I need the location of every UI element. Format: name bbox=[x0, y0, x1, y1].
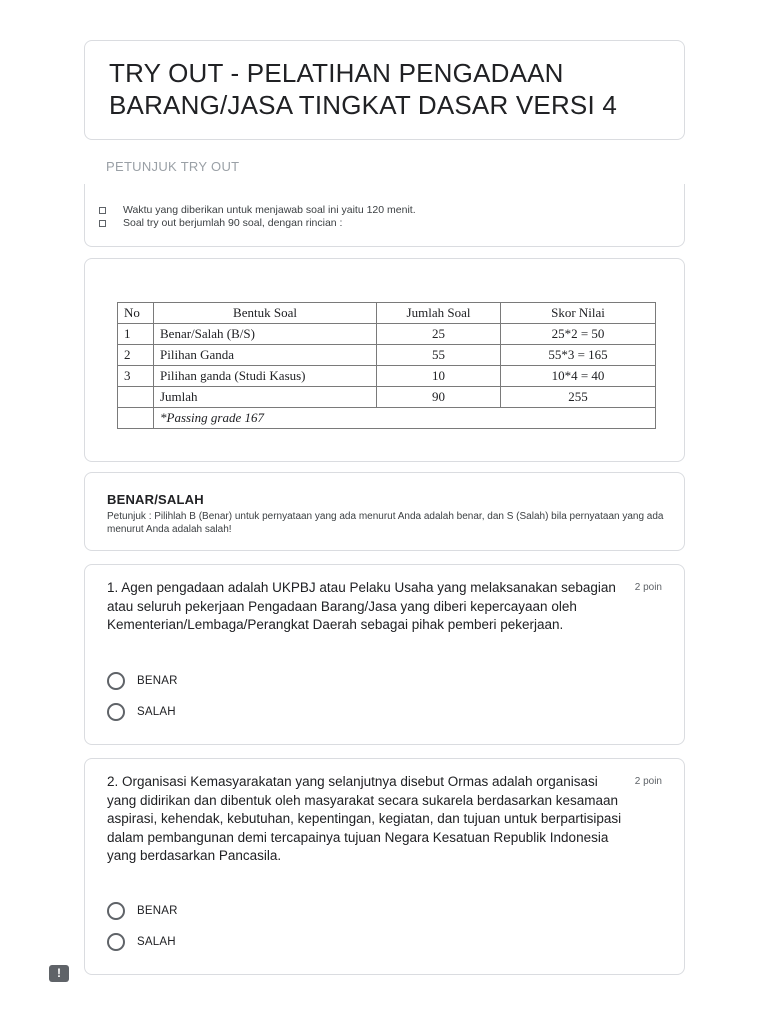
form-title: TRY OUT - PELATIHAN PENGADAAN BARANG/JASA TINGKAT DASAR VERSI 4 bbox=[109, 58, 617, 120]
section-title: BENAR/SALAH bbox=[107, 492, 204, 507]
question-text: 2. Organisasi Kemasyarakatan yang selanjutnya disebut Ormas adalah organisasi yang didirikan dan dibentuk oleh masyarakat secara sukarela berdasarkan kesamaan aspirasi, kehendak, kebutuhan, kepentingan, kegiatan, dan tujuan untuk berpartisipasi dalam pembangunan demi tercapainya tujuan Negara Kesatuan Republik Indonesia yang berdasarkan Pancasila. bbox=[107, 774, 622, 863]
option-salah[interactable] bbox=[107, 703, 176, 721]
instruction-line bbox=[99, 204, 416, 216]
radio-button-icon[interactable] bbox=[107, 933, 125, 951]
table-header-cell: No bbox=[118, 303, 154, 324]
table-row bbox=[118, 408, 656, 429]
option-label: SALAH bbox=[137, 936, 176, 948]
table-cell: Pilihan ganda (Studi Kasus) bbox=[154, 366, 377, 387]
bullet-icon bbox=[99, 207, 106, 214]
table-cell bbox=[118, 387, 154, 408]
table-cell: 90 bbox=[377, 387, 501, 408]
table-header-cell: Bentuk Soal bbox=[154, 303, 377, 324]
option-benar[interactable] bbox=[107, 902, 178, 920]
question-card bbox=[84, 758, 685, 975]
table-cell: 255 bbox=[501, 387, 656, 408]
table-cell: 1 bbox=[118, 324, 154, 345]
radio-button-icon[interactable] bbox=[107, 672, 125, 690]
question-text: 1. Agen pengadaan adalah UKPBJ atau Pelaku Usaha yang melaksanakan sebagian atau seluruh pekerjaan Pengadaan Barang/Jasa yang diberi kepercayaan oleh Kementerian/Lembaga/Perangkat Daerah sebagai pihak pemberi pekerjaan. bbox=[107, 580, 616, 632]
question-card bbox=[84, 564, 685, 745]
table-cell: 2 bbox=[118, 345, 154, 366]
section-header-card bbox=[84, 472, 685, 551]
table-cell: Jumlah bbox=[154, 387, 377, 408]
option-label: BENAR bbox=[137, 675, 178, 687]
table-cell: 10*4 = 40 bbox=[501, 366, 656, 387]
instruction-text: Waktu yang diberikan untuk menjawab soal ini yaitu 120 menit. bbox=[123, 204, 416, 216]
table-row bbox=[118, 387, 656, 408]
instructions-card bbox=[84, 184, 685, 247]
table-header-row bbox=[118, 303, 656, 324]
bullet-icon bbox=[99, 220, 106, 227]
table-cell: 3 bbox=[118, 366, 154, 387]
passing-grade-note: *Passing grade 167 bbox=[154, 408, 656, 429]
form-title-card bbox=[84, 40, 685, 140]
table-cell: 55*3 = 165 bbox=[501, 345, 656, 366]
instruction-text: Soal try out berjumlah 90 soal, dengan rincian : bbox=[123, 217, 343, 229]
section-description: Petunjuk : Pilihlah B (Benar) untuk pernyataan yang ada menurut Anda adalah benar, dan S (Salah) bila pernyataan yang ada menurut Anda adalah salah! bbox=[107, 511, 664, 535]
radio-button-icon[interactable] bbox=[107, 703, 125, 721]
table-cell: Pilihan Ganda bbox=[154, 345, 377, 366]
question-points: 2 poin bbox=[634, 582, 662, 593]
option-label: SALAH bbox=[137, 706, 176, 718]
score-table-card bbox=[84, 258, 685, 462]
instruction-line bbox=[99, 217, 342, 229]
instructions-label: PETUNJUK TRY OUT bbox=[106, 159, 240, 174]
table-row bbox=[118, 345, 656, 366]
table-cell: Benar/Salah (B/S) bbox=[154, 324, 377, 345]
table-cell: 25*2 = 50 bbox=[501, 324, 656, 345]
table-cell: 55 bbox=[377, 345, 501, 366]
table-header-cell: Jumlah Soal bbox=[377, 303, 501, 324]
table-cell bbox=[118, 408, 154, 429]
option-label: BENAR bbox=[137, 905, 178, 917]
table-cell: 10 bbox=[377, 366, 501, 387]
table-header-cell: Skor Nilai bbox=[501, 303, 656, 324]
score-table bbox=[117, 302, 656, 429]
table-row bbox=[118, 366, 656, 387]
table-row bbox=[118, 324, 656, 345]
option-salah[interactable] bbox=[107, 933, 176, 951]
feedback-icon[interactable]: ! bbox=[49, 965, 69, 982]
option-benar[interactable] bbox=[107, 672, 178, 690]
table-cell: 25 bbox=[377, 324, 501, 345]
radio-button-icon[interactable] bbox=[107, 902, 125, 920]
question-points: 2 poin bbox=[634, 776, 662, 787]
